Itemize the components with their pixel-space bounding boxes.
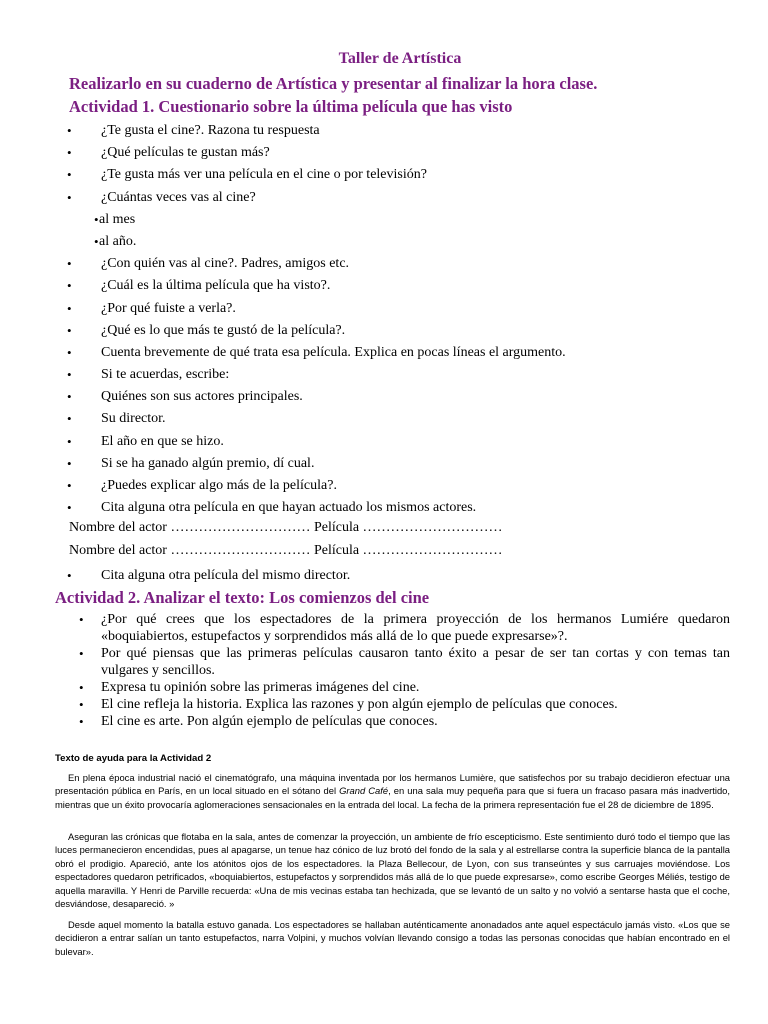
grand-cafe-name: Grand Café [339, 785, 389, 797]
list-item [0, 497, 768, 519]
bullet-icon: • [67, 411, 72, 427]
list-item [0, 611, 768, 645]
bullet-icon: • [67, 367, 72, 383]
question-text: ¿Te gusta el cine?. Razona tu respuesta [101, 123, 320, 138]
question-text: El cine es arte. Pon algún ejemplo de películas que conoces. [101, 714, 438, 729]
list-item [0, 408, 768, 430]
list-sub-item [0, 209, 768, 231]
question-text: Por qué piensas que las primeras películas causaron tanto éxito a pesar de ser tan cortas y con temas tan vulgares y sencillos. [101, 646, 730, 678]
question-text: ¿Qué películas te gustan más? [101, 145, 270, 161]
question-text: Si se ha ganado algún premio, dí cual. [101, 455, 315, 471]
list-item [0, 187, 768, 209]
bullet-icon: • [79, 612, 84, 627]
bullet-icon: • [67, 568, 72, 583]
page-title: Taller de Artística [338, 50, 462, 67]
list-item [0, 320, 768, 342]
list-sub-item [0, 231, 768, 253]
question-text: Cita alguna otra película en que hayan actuado los mismos actores. [101, 500, 477, 516]
list-item [0, 275, 768, 297]
question-text: Expresa tu opinión sobre las primeras imágenes del cine. [101, 680, 420, 695]
activity-1-question-list [0, 120, 768, 519]
bullet-icon: • [67, 300, 72, 316]
bullet-icon: • [67, 322, 72, 338]
question-text: Su director. [101, 411, 166, 427]
list-item [0, 431, 768, 453]
bullet-icon: • [67, 389, 72, 405]
question-text: Cita alguna otra película del mismo director. [101, 568, 351, 583]
bullet-icon: • [67, 433, 72, 449]
list-item [0, 453, 768, 475]
question-text: ¿Por qué fuiste a verla?. [101, 300, 236, 316]
help-paragraph-2: Aseguran las crónicas que flotaba en la sala, antes de comenzar la proyección, un ambiente de frío escepticismo. Este sentimiento duró todo el tiempo que las luces permanecieron encendidas, pues al apagarse, un tenue haz cónico de luz brotó del fondo de la sala y al estrellarse contra la superficie blanca de la pantalla obró el prodigio. Apareció, ante los atónitos ojos de los espectadores. la Plaza Bellecour, de Lyon, con sus transeúntes y sus carruajes moviéndose. Los espectadores quedaron petrificados, «boquiabiertos, estupefactos y sorprendidos más allá de lo que puede expresarse», como escribe Georges Méliés, testigo de aquella maravilla. Y Henri de Parville recuerda: «Una de mis vecinas estaba tan hechizada, que se levantó de un salto y no volvió a sentarse hasta que el coche, desviándose, desapareció. » [55, 831, 730, 910]
bullet-icon: • [67, 189, 72, 205]
list-item [0, 696, 768, 713]
question-text: al año. [99, 233, 137, 249]
bullet-icon: • [67, 500, 72, 516]
instructions-heading: Realizarlo en su cuaderno de Artística y presentar al finalizar la hora clase. [69, 74, 598, 93]
list-item [0, 565, 768, 587]
help-paragraph-1-part-b: , en una sala muy pequeña para que si fuera un fracaso pasara más inadvertido, mientras que un éxito provocaría aglomeraciones sensacionales en la entrada del local. La fecha de la primera representación fue el 28 de diciembre de 1895. [55, 785, 730, 810]
list-item [0, 120, 768, 142]
help-paragraph-3: Desde aquel momento la batalla estuvo ganada. Los espectadores se hallaban auténticamente anonadados ante aquel espectáculo jamás visto. «Los que se decidieron a entrar salían un tanto estupefactos, narra Volpini, y muchos volvían llevando consigo a todas las personas conocidas que habían encontrado en el bulevar». [55, 919, 730, 957]
question-text: Cuenta brevemente de qué trata esa película. Explica en pocas líneas el argumento. [101, 344, 566, 360]
activity-1-heading: Actividad 1. Cuestionario sobre la última película que has visto [69, 97, 513, 116]
list-item [0, 679, 768, 696]
activity-1-final-list [0, 565, 768, 587]
activity-2-heading: Actividad 2. Analizar el texto: Los comienzos del cine [55, 588, 430, 607]
list-item [0, 645, 768, 679]
list-item [0, 298, 768, 320]
question-text: al mes [99, 211, 136, 227]
question-text: Si te acuerdas, escribe: [101, 367, 230, 383]
bullet-icon: • [67, 256, 72, 272]
bullet-icon: • [67, 123, 72, 138]
bullet-icon: • [67, 344, 72, 360]
question-text: El cine refleja la historia. Explica las razones y pon algún ejemplo de películas que conoces. [101, 697, 618, 712]
list-item [0, 364, 768, 386]
bullet-icon: • [67, 455, 72, 471]
list-item [0, 342, 768, 364]
question-text: ¿Puedes explicar algo más de la película?. [101, 478, 337, 493]
list-item [0, 142, 768, 164]
help-paragraph-1 [55, 771, 730, 811]
list-item [0, 164, 768, 186]
bullet-icon: • [94, 233, 99, 249]
bullet-icon: • [79, 646, 84, 661]
question-text: ¿Cuál es la última película que ha visto?. [101, 278, 331, 294]
bullet-icon: • [67, 167, 72, 183]
bullet-icon: • [79, 680, 84, 695]
activity-2-question-list [0, 611, 768, 730]
bullet-icon: • [67, 145, 72, 161]
list-item [0, 253, 768, 275]
bullet-icon: • [79, 697, 84, 712]
actor-line: Nombre del actor ………………………… Película ………………………… [69, 543, 503, 558]
bullet-icon: • [67, 278, 72, 294]
question-text: El año en que se hizo. [101, 433, 224, 449]
list-item [0, 713, 768, 730]
bullet-icon: • [79, 714, 84, 729]
question-text: ¿Con quién vas al cine?. Padres, amigos etc. [101, 256, 350, 272]
help-paragraph-1-part-a: En plena época industrial nació el cinematógrafo, una máquina inventada por los hermanos Lumière, que satisfechos por su trabajo decidieron efectuar una presentación pública en París, en un local situado en el sótano del [55, 772, 730, 797]
list-item [0, 386, 768, 408]
list-item [0, 475, 768, 497]
bullet-icon: • [94, 211, 99, 227]
actor-line: Nombre del actor ………………………… Película ………………………… [69, 520, 503, 535]
question-text: ¿Te gusta más ver una película en el cine o por televisión? [101, 167, 427, 183]
question-text: ¿Por qué crees que los espectadores de la primera proyección de los hermanos Lumiére quedaron «boquiabiertos, estupefactos y sorprendidos más allá de lo que puede expresarse»?. [101, 612, 730, 644]
bullet-icon: • [67, 478, 72, 493]
help-text-title: Texto de ayuda para la Actividad 2 [55, 753, 212, 764]
question-text: ¿Cuántas veces vas al cine? [101, 189, 256, 205]
question-text: ¿Qué es lo que más te gustó de la película?. [101, 322, 346, 338]
question-text: Quiénes son sus actores principales. [101, 389, 303, 405]
